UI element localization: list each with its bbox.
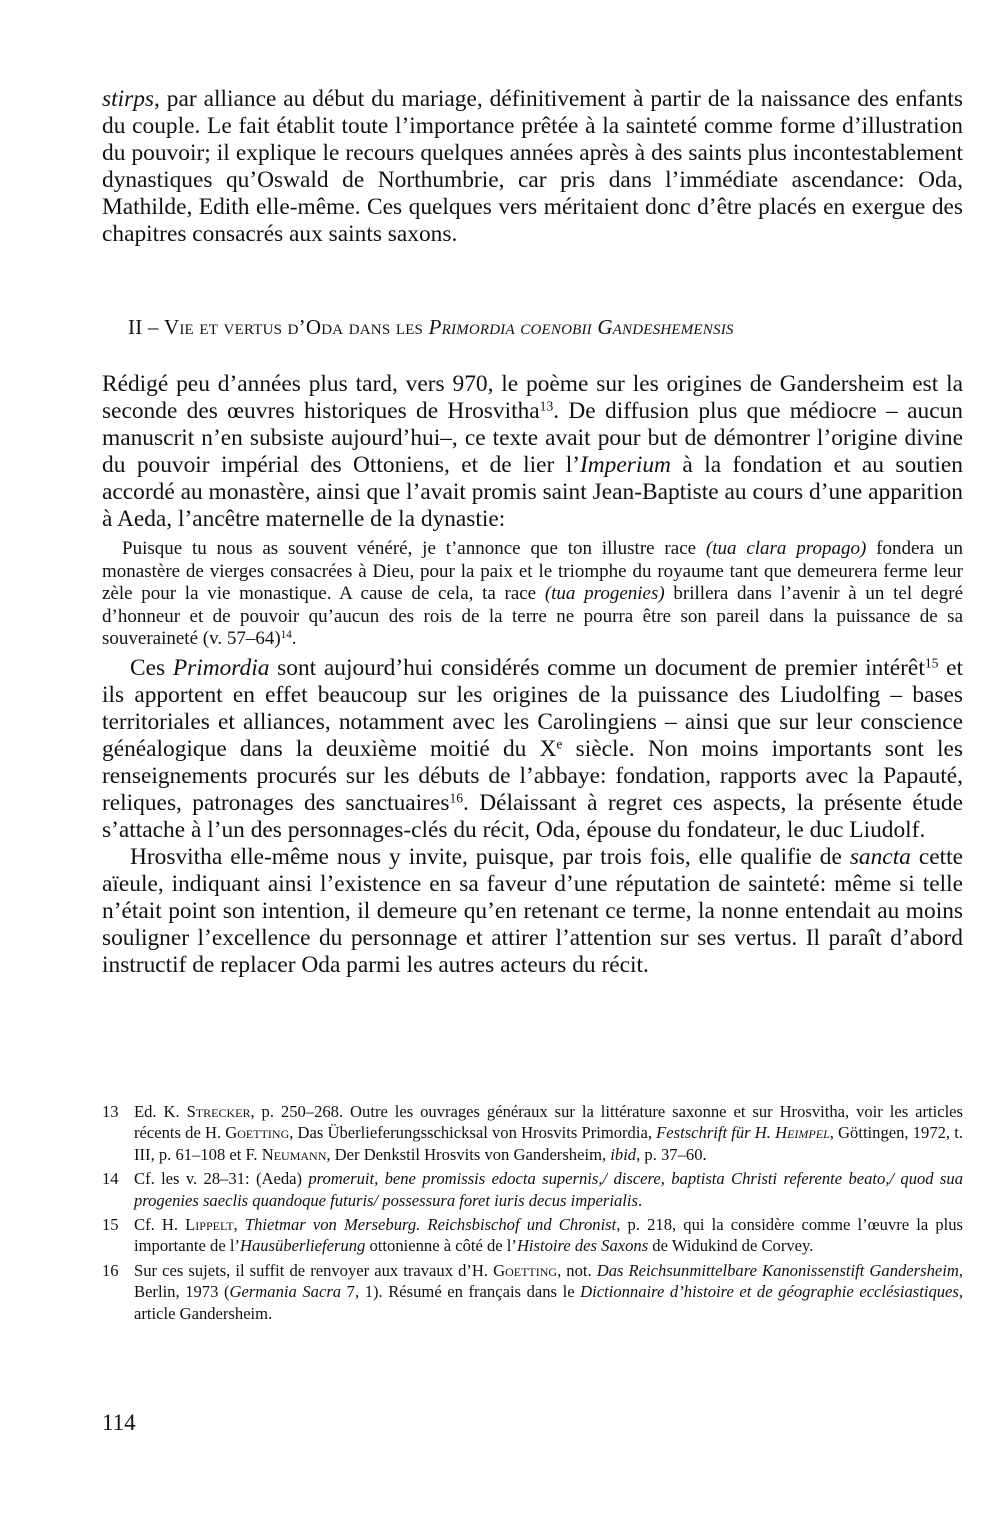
text-run: , Der Denkstil Hrosvits von Gandersheim, [326, 1144, 611, 1164]
author-name: Goetting [225, 1123, 290, 1143]
main-body [102, 371, 963, 979]
footnote-number: 14 [102, 1169, 119, 1189]
text-run: Cf. les v. 28–31: (Aeda) [134, 1169, 309, 1189]
paragraph-ces-primordia [102, 655, 963, 844]
footnote-number: 16 [102, 1260, 119, 1280]
footnote-text [134, 1168, 963, 1211]
italic-term: Imperium [579, 452, 671, 478]
footnote-14 [102, 1168, 963, 1211]
century-superscript: e [556, 736, 563, 752]
footnote-text [134, 1260, 963, 1324]
text-run: Ed. K. [134, 1102, 187, 1121]
text-run: . De diffusion plus que médiocre – aucun manuscrit n’en subsiste aujourd’hui–, ce texte avait pour but de démontrer l’origine divine du pouvoir impérial des Ottoniens, et de lier l’ [102, 398, 963, 478]
page-number: 114 [102, 1410, 136, 1435]
text-run: , p. 37–60. [636, 1144, 707, 1164]
section-heading [128, 313, 968, 341]
author-name: Strecker [186, 1102, 251, 1121]
text-run: sont aujourd’hui considérés comme un document de premier intérêt [269, 654, 925, 681]
text-run: , p. 250–268. Outre les ouvrages généraux sur la littérature saxonne et sur Hrosvitha, voir les articles récents de H. [134, 1102, 963, 1143]
text-run: Hrosvitha elle-même nous y invite, puisque, par trois fois, elle qualifie de [130, 843, 850, 870]
footnote-ref: 15 [924, 655, 939, 671]
text-run: de Widukind de Corvey. [648, 1236, 814, 1256]
footnote-ref: 14 [280, 629, 292, 642]
footnote-text [134, 1214, 963, 1257]
work-title: Dictionnaire d’histoire et de géographie ecclésiastiques [580, 1282, 959, 1302]
footnote-text [134, 1101, 963, 1165]
text-run: , [233, 1215, 245, 1235]
footnote-13 [102, 1101, 963, 1165]
text-run: . Délaissant à regret ces aspects, la présente étude s’attache à l’un des personnages-clés du récit, Oda, épouse du fondateur, le duc Liudolf. [102, 789, 964, 843]
opening-paragraph [102, 86, 963, 248]
text-run: . [637, 1190, 643, 1210]
section-numeral: II – [128, 315, 164, 339]
work-title: Festschrift für H. [656, 1123, 776, 1143]
text-run: 7, 1). Résumé en français dans le [341, 1282, 581, 1302]
footnote-15 [102, 1214, 963, 1257]
work-title: Hausüberlieferung [239, 1236, 366, 1256]
author-name: Goetting [493, 1260, 558, 1280]
italic-term: Primordia [172, 654, 270, 681]
text-run: fondera un monastère de vierges consacrées à Dieu, pour la paix et le triomphe du royaume tant que demeurera ferme leur zèle pour la vie monastique. A cause de cela, ta race [102, 538, 963, 605]
text-run: à la fondation et au soutien accordé au monastère, ainsi que l’avait promis saint Jean-Baptiste au cours d’une apparition à Aeda, l’ancêtre maternelle de la dynastie: [102, 452, 963, 532]
text-run: , Berlin, 1973 ( [134, 1260, 963, 1302]
text-run: et ils apportent en effet beaucoup sur les origines de la puissance des Liudolfing – bases territoriales et alliances, notamment avec les Carolingiens – ainsi que sur leur conscience généalogique dans la deuxième moitié du X [102, 654, 963, 762]
section-title-italic: Primordia coenobii Gandeshemensis [428, 315, 734, 339]
latin-phrase: (tua clara propago) [705, 538, 867, 559]
text-run: Ces [130, 654, 173, 681]
text-run: , Göttingen, 1972, t. III, p. 61–108 et F. [134, 1123, 963, 1164]
latin-phrase: (tua progenies) [544, 583, 665, 605]
text-run: . [291, 628, 297, 650]
paragraph-hrosvitha [102, 844, 963, 979]
footnote-16 [102, 1260, 963, 1324]
paragraph-primordia [102, 371, 963, 533]
footnote-number: 15 [102, 1215, 119, 1235]
text-run: siècle. Non moins importants sont les renseignements procurés sur les débuts de l’abbaye: fondation, rapports avec la Papauté, reliques, patronages des sanctuaires [102, 735, 963, 816]
author-name: Heimpel [775, 1123, 830, 1143]
footnote-ref: 13 [539, 398, 554, 414]
text-run: , p. 218, qui la considère comme l’œuvre la plus importante de l’ [134, 1215, 964, 1256]
author-name: Neumann [261, 1144, 327, 1164]
work-title: Germania Sacra [229, 1282, 342, 1302]
lead-word: stirps, [102, 86, 160, 112]
work-title: ibid [610, 1144, 637, 1164]
block-quote [102, 538, 963, 651]
text-run: Sur ces sujets, il suffit de renvoyer aux travaux d’H. [134, 1260, 494, 1280]
footnote-ref: 16 [449, 790, 464, 806]
text-run: brillera dans l’avenir à un tel degré d’honneur et de pouvoir qu’aucun des rois de la terre ne pourra être son pareil dans la puissance de sa souveraineté (v. 57–64) [102, 583, 963, 650]
latin-quotation: promeruit, bene promissis edocta supernis,/ discere, baptista Christi referente beato,/ quod sua progenies saeclis quandoque futuris/ possessura foret iuris decus imperialis [134, 1169, 963, 1210]
text-run: , Das Überlieferungsschicksal von Hrosvits Primordia, [289, 1123, 657, 1143]
footnote-number: 13 [102, 1102, 119, 1121]
work-title: Das Reichsunmittelbare Kanonissenstift Gandersheim [596, 1260, 959, 1280]
section-title: Vie et vertus d’Oda dans les [164, 315, 429, 339]
text-run: cette aïeule, indiquant ainsi l’existence en sa faveur d’une réputation de sainteté: même si telle n’était point son intention, il demeure qu’en retenant ce terme, la nonne entendait au moins souligner l’excellence du personnage et attirer l’attention sur ses vertus. Il paraît d’abord instructif de replacer Oda parmi les autres acteurs du récit. [102, 843, 963, 978]
italic-term: sancta [849, 843, 911, 870]
work-title: Histoire des Saxons [516, 1236, 649, 1256]
text-run: , article Gandersheim. [134, 1282, 964, 1323]
paragraph-text: par alliance au début du mariage, définitivement à partir de la naissance des enfants du couple. Le fait établit toute l’importance prêtée à la sainteté comme forme d’illustration du pouvoir; il explique le recours quelques années après à des saints plus incontestablement dynastiques qu’Oswald de Northumbrie, car pris dans l’immédiate ascendance: Oda, Mathilde, Edith elle-même. Ces quelques vers méritaient donc d’être placés en exergue des chapitres consacrés aux saints saxons. [102, 86, 963, 247]
text-run: Cf. H. [134, 1215, 186, 1235]
work-title: Thietmar von Merseburg. Reichsbischof und Chronist [244, 1215, 617, 1235]
text-run: ottonienne à côté de l’ [365, 1236, 517, 1256]
text-run: Rédigé peu d’années plus tard, vers 970, le poème sur les origines de Gandersheim est la seconde des œuvres historiques de Hrosvitha [102, 371, 963, 424]
text-run: Puisque tu nous as souvent vénéré, je t’annonce que ton illustre race [122, 538, 706, 559]
footnotes [102, 1101, 963, 1327]
author-name: Lippelt [185, 1215, 234, 1235]
text-run: , not. [557, 1260, 597, 1280]
